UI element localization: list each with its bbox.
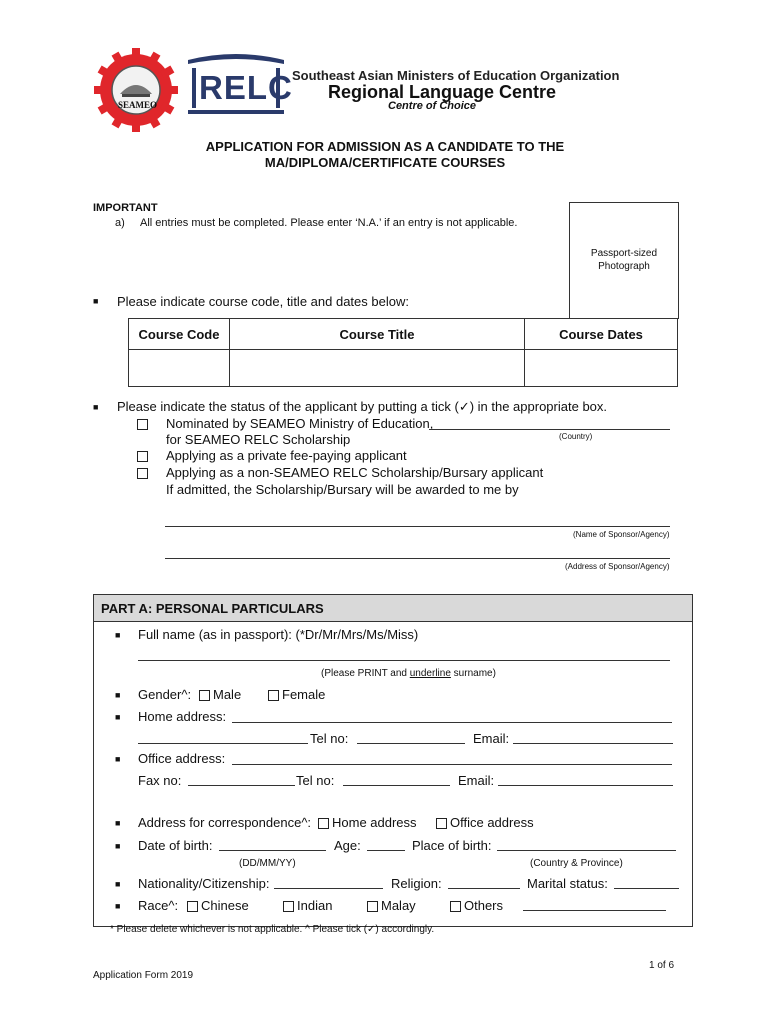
full-name-line[interactable] <box>138 660 670 661</box>
office-option-label: Office address <box>450 815 534 830</box>
office-tel-label: Tel no: <box>296 773 335 788</box>
male-label: Male <box>213 687 242 702</box>
bullet-icon: ■ <box>115 901 121 911</box>
photo-box <box>569 202 679 319</box>
sponsor-name-caption: (Name of Sponsor/Agency) <box>573 530 670 539</box>
important-heading: IMPORTANT <box>93 202 158 214</box>
photo-box-line2: Photograph <box>598 261 650 272</box>
sponsor-address-caption: (Address of Sponsor/Agency) <box>565 562 670 571</box>
correspondence-home-option[interactable] <box>318 815 417 830</box>
checkbox-icon[interactable] <box>187 901 198 912</box>
bullet-icon: ■ <box>115 712 121 722</box>
checkbox-icon[interactable] <box>137 468 148 479</box>
pob-label: Place of birth: <box>412 838 492 853</box>
photo-box-line1: Passport-sized <box>590 248 658 259</box>
fax-line[interactable] <box>188 785 295 786</box>
sponsor-name-line[interactable] <box>165 526 670 527</box>
gender-female-option[interactable] <box>268 687 325 702</box>
page-title-line2: MA/DIPLOMA/CERTIFICATE COURSES <box>264 155 506 170</box>
race-option-indian[interactable] <box>283 898 332 913</box>
course-dates-header: Course Dates <box>525 319 678 350</box>
home-address-label: Home address: <box>138 709 227 724</box>
race-option-others[interactable] <box>450 898 503 913</box>
race-option-malay[interactable] <box>367 898 416 913</box>
dob-caption: (DD/MM/YY) <box>239 858 296 869</box>
fax-label: Fax no: <box>138 773 182 788</box>
bullet-icon: ■ <box>115 630 121 640</box>
home-tel-label: Tel no: <box>310 731 349 746</box>
bullet-icon: ■ <box>115 818 121 828</box>
course-title-header: Course Title <box>230 319 525 350</box>
centre-name: Regional Language Centre <box>328 82 557 102</box>
home-option-label: Home address <box>332 815 417 830</box>
course-dates-cell[interactable] <box>525 350 678 387</box>
office-email-line[interactable] <box>498 785 673 786</box>
relc-logo-text: RELC <box>199 69 293 106</box>
part-a-header <box>94 595 692 622</box>
course-table <box>128 318 678 387</box>
female-label: Female <box>282 687 326 702</box>
home-tel-line[interactable] <box>357 743 465 744</box>
bullet-icon: ■ <box>115 841 121 851</box>
important-item-label: a) <box>115 217 125 229</box>
home-email-label: Email: <box>473 731 510 746</box>
correspondence-label: Address for correspondence^: <box>138 815 312 830</box>
full-name-label: Full name (as in passport): (*Dr/Mr/Mrs/Ms/Miss) <box>138 627 419 642</box>
home-address-line2[interactable] <box>138 743 308 744</box>
bullet-icon: ■ <box>115 754 121 764</box>
status-option1-cont: for SEAMEO RELC Scholarship <box>166 432 351 447</box>
country-line[interactable] <box>429 429 670 430</box>
office-address-label: Office address: <box>138 751 226 766</box>
part-a-heading: PART A: PERSONAL PARTICULARS <box>101 601 324 616</box>
race-malay-label: Malay <box>381 898 416 913</box>
course-instruction: Please indicate course code, title and dates below: <box>117 294 409 309</box>
org-name: Southeast Asian Ministers of Education Organization <box>292 68 620 83</box>
checkbox-icon[interactable] <box>268 690 279 701</box>
seameo-logo-text: SEAMEO <box>118 100 158 110</box>
gender-label: Gender^: <box>138 687 192 702</box>
course-code-cell[interactable] <box>129 350 230 387</box>
dob-label: Date of birth: <box>138 838 213 853</box>
important-item-text: All entries must be completed. Please enter ‘N.A.’ if an entry is not applicable. <box>140 217 518 229</box>
checkbox-icon[interactable] <box>318 818 329 829</box>
checkbox-icon[interactable] <box>199 690 210 701</box>
religion-label: Religion: <box>391 876 442 891</box>
status-option-private[interactable] <box>137 448 151 463</box>
correspondence-office-option[interactable] <box>436 815 534 830</box>
gender-male-option[interactable] <box>199 687 241 702</box>
page-title-line1: APPLICATION FOR ADMISSION AS A CANDIDATE TO THE <box>205 139 565 154</box>
status-option2-label: Applying as a private fee-paying applicant <box>166 448 407 463</box>
bullet-icon: ■ <box>115 879 121 889</box>
seameo-logo <box>92 46 180 134</box>
status-option3-cont: If admitted, the Scholarship/Bursary will be awarded to me by <box>166 482 519 497</box>
home-address-line[interactable] <box>232 722 672 723</box>
course-code-header: Course Code <box>129 319 230 350</box>
print-caption-pre: (Please PRINT and <box>321 668 410 679</box>
race-others-line[interactable] <box>523 910 666 911</box>
age-line[interactable] <box>367 850 405 851</box>
checkbox-icon[interactable] <box>367 901 378 912</box>
status-option3-label: Applying as a non-SEAMEO RELC Scholarship/Bursary applicant <box>166 465 544 480</box>
form-name: Application Form 2019 <box>93 970 194 981</box>
marital-status-label: Marital status: <box>527 876 608 891</box>
status-option-nominated[interactable] <box>137 416 151 431</box>
pob-caption: (Country & Province) <box>530 858 623 869</box>
dob-line[interactable] <box>219 850 326 851</box>
bullet-icon: ■ <box>93 402 99 412</box>
nationality-line[interactable] <box>274 888 383 889</box>
age-label: Age: <box>334 838 361 853</box>
footnote: * Please delete whichever is not applicable. ^ Please tick (✓) accordingly. <box>110 924 435 935</box>
marital-status-line[interactable] <box>614 888 679 889</box>
race-label: Race^: <box>138 898 179 913</box>
tagline: Centre of Choice <box>388 100 477 112</box>
religion-line[interactable] <box>448 888 520 889</box>
status-option-non-seameo[interactable] <box>137 465 151 480</box>
checkbox-icon[interactable] <box>283 901 294 912</box>
bullet-icon: ■ <box>115 690 121 700</box>
race-others-label: Others <box>464 898 504 913</box>
office-tel-line[interactable] <box>343 785 450 786</box>
course-title-cell[interactable] <box>230 350 525 387</box>
checkbox-icon[interactable] <box>137 419 148 430</box>
checkbox-icon[interactable] <box>450 901 461 912</box>
home-email-line[interactable] <box>513 743 673 744</box>
print-caption-underline: underline <box>409 668 451 679</box>
print-caption-post: surname) <box>450 668 496 679</box>
status-option1-label: Nominated by SEAMEO Ministry of Education, <box>166 416 434 431</box>
status-instruction: Please indicate the status of the applicant by putting a tick (✓) in the appropriate box. <box>117 399 608 414</box>
sponsor-address-line[interactable] <box>165 558 670 559</box>
race-option-chinese[interactable] <box>187 898 249 913</box>
race-chinese-label: Chinese <box>201 898 249 913</box>
pob-line[interactable] <box>497 850 676 851</box>
office-email-label: Email: <box>458 773 495 788</box>
print-caption <box>321 668 496 679</box>
checkbox-icon[interactable] <box>436 818 447 829</box>
nationality-label: Nationality/Citizenship: <box>138 876 270 891</box>
race-indian-label: Indian <box>297 898 333 913</box>
page-number: 1 of 6 <box>649 960 675 971</box>
checkbox-icon[interactable] <box>137 451 148 462</box>
country-caption: (Country) <box>559 432 593 441</box>
bullet-icon: ■ <box>93 296 99 306</box>
office-address-line[interactable] <box>232 764 672 765</box>
